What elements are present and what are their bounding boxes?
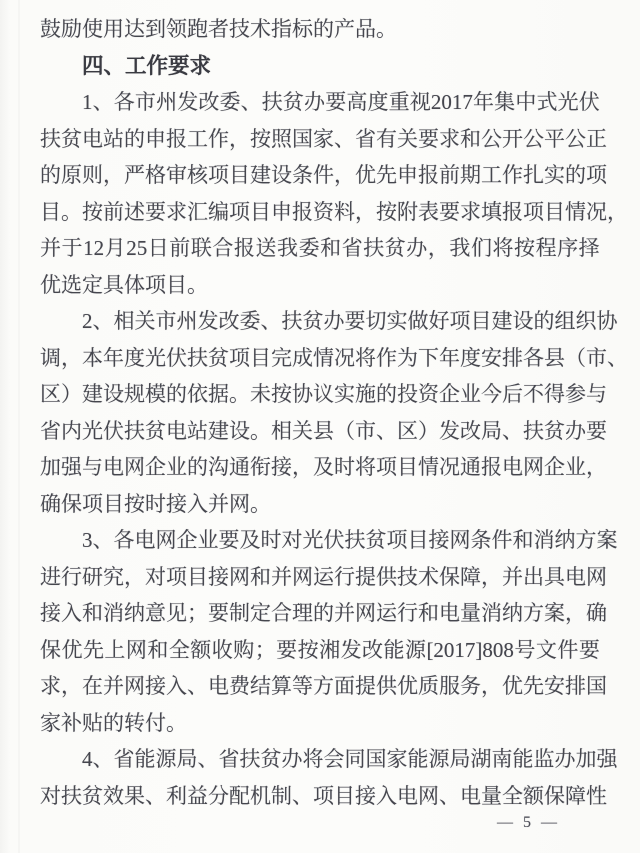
- document-line: 3 、 各 电 网 企 业 要 及 时 对 光 伏 扶 贫 项 目 接 网 条 件 和 消 纳 方 案: [82, 528, 618, 552]
- document-line: 调 ， 本 年 度 光 伏 扶 贫 项 目 完 成 情 况 将 作 为 下 年 度 安 排 各 县 （ 市 、: [40, 345, 628, 370]
- document-line: 对 扶 贫 效 果 、 利 益 分 配 机 制 、 项 目 接 入 电 网 、 电 量 全 额 保 障 性: [40, 783, 607, 808]
- document-line: 2 、 相 关 市 州 发 改 委 、 扶 贫 办 要 切 实 做 好 项 目 建 设 的 组 织 协: [82, 309, 618, 333]
- document-line: 的 原 则 ， 严 格 审 核 项 目 建 设 条 件 ， 优 先 申 报 前 期 工 作 扎 实 的 项: [40, 163, 607, 187]
- document-line: 区 ） 建 设 规 模 的 依 据 。 未 按 协 议 实 施 的 投 资 企 业 今 后 不 得 参 与: [40, 382, 607, 406]
- document-line: 加 强 与 电 网 企 业 的 沟 通 衔 接 ， 及 时 将 项 目 情 况 通 报 电 网 企 业 ，: [40, 455, 607, 479]
- document-line: 保 优 先 上 网 和 全 额 收 购 ； 要 按 湘 发 改 能 源 [2017]808 号 文 件 要: [40, 637, 600, 662]
- document-line: 省 内 光 伏 扶 贫 电 站 建 设 。 相 关 县 （ 市 、 区 ） 发 改 局 、 扶 贫 办 要: [40, 418, 607, 443]
- document-line: 并 于 12 月 25 日 前 联 合 报 送 我 委 和 省 扶 贫 办 ， 我 们 将 按 程 序 择: [40, 236, 600, 260]
- document-line: 目 。 按 前 述 要 求 汇 编 项 目 申 报 资 料 ， 按 附 表 要 求 填 报 项 目 情 况 ，: [40, 199, 628, 224]
- document-line: 家补贴的转付。: [40, 710, 187, 735]
- document-line: 4 、 省 能 源 局 、 省 扶 贫 办 将 会 同 国 家 能 源 局 湖 南 能 监 办 加 强: [82, 747, 618, 771]
- document-line: 鼓励使用达到领跑者技术指标的产品。: [40, 17, 397, 41]
- text-block: [40, 11, 628, 814]
- page-number: — 5 —: [497, 814, 560, 831]
- document-line: 1 、 各 市 州 发 改 委 、 扶 贫 办 要 高 度 重 视 2017 年 集 中 式 光 伏: [82, 90, 600, 114]
- document-line: 求 ， 在 并 网 接 入 、 电 费 结 算 等 方 面 提 供 优 质 服 务 ， 优 先 安 排 国: [40, 674, 607, 698]
- document-line: 确保项目按时接入并网。: [40, 491, 271, 516]
- document-line: 接 入 和 消 纳 意 见 ； 要 制 定 合 理 的 并 网 运 行 和 电 量 消 纳 方 案 ， 确: [40, 601, 607, 625]
- document-line: 优选定具体项目。: [40, 272, 208, 297]
- document-line: 扶 贫 电 站 的 申 报 工 作 ， 按 照 国 家 、 省 有 关 要 求 和 公 开 公 平 公 正: [40, 126, 607, 151]
- document-line: 进 行 研 究 ， 对 项 目 接 网 和 并 网 运 行 提 供 技 术 保 障 ， 并 出 具 电 网: [40, 564, 607, 589]
- section-heading: 四、工作要求: [82, 53, 212, 78]
